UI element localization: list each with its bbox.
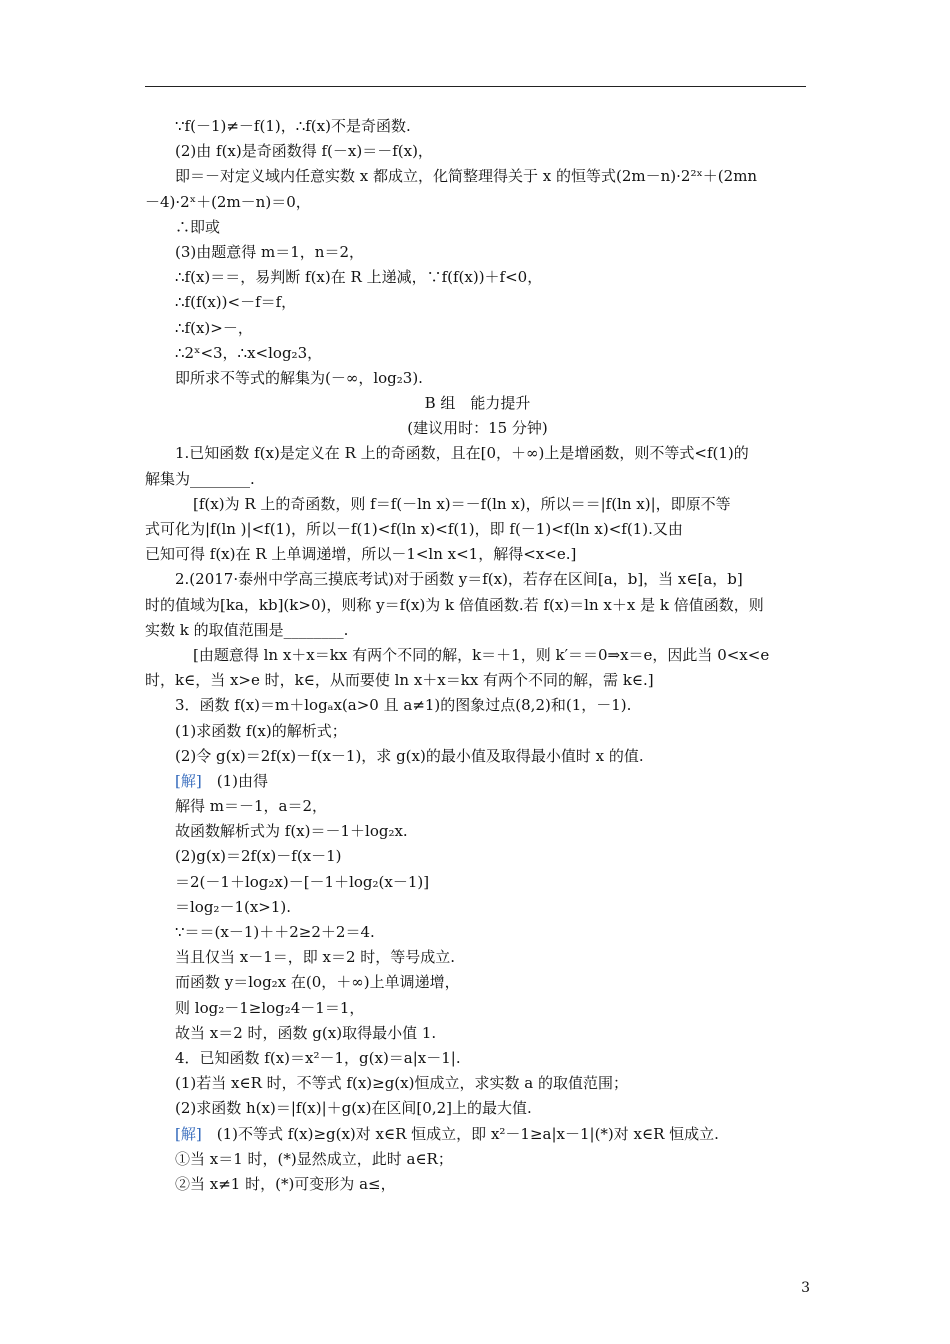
text-line: 而函数 y＝log₂x 在(0，＋∞)上单调递增， <box>175 973 460 992</box>
text-line: 时，k∈，当 x>e 时，k∈，从而要使 ln x＋x＝kx 有两个不同的解，需 k∈.] <box>145 671 654 690</box>
text-line: ②当 x≠1 时，(*)可变形为 a≤， <box>175 1174 396 1193</box>
text-line: (2)g(x)＝2f(x)－f(x－1) <box>175 847 342 866</box>
text-line: ∴2ˣ<3，∴x<log₂3， <box>175 343 323 362</box>
solution-tag: [解] <box>175 1124 202 1143</box>
text-line: (1)若当 x∈R 时，不等式 f(x)≥g(x)恒成立，求实数 a 的取值范围； <box>175 1074 628 1093</box>
text-line: 则 log₂－1≥log₂4－1＝1， <box>175 998 365 1017</box>
text-line: ∴f(x)＝＝，易判断 f(x)在 R 上递减，∵f(f(x))＋f<0， <box>175 268 543 287</box>
text-line: 4．已知函数 f(x)＝x²－1，g(x)＝a|x－1|. <box>175 1048 461 1067</box>
text-line: ∴即或 <box>175 217 221 236</box>
text-line: 故当 x＝2 时，函数 g(x)取得最小值 1. <box>175 1023 437 1042</box>
text-line: (1)求函数 f(x)的解析式； <box>175 721 347 740</box>
text-line: 已知可得 f(x)在 R 上单调递增，所以－1<ln x<1，解得<x<e.] <box>145 545 577 564</box>
text-line: －4)·2ˣ＋(2m－n)＝0， <box>145 192 311 211</box>
text-line: 当且仅当 x－1＝，即 x＝2 时，等号成立. <box>175 948 456 967</box>
text-line: (2)求函数 h(x)＝|f(x)|＋g(x)在区间[0,2]上的最大值. <box>175 1099 532 1118</box>
page-number: 3 <box>801 1280 810 1296</box>
text-line: 解集为________. <box>145 469 255 488</box>
text-line <box>145 769 810 794</box>
text-line: 即＝－对定义域内任意实数 x 都成立，化简整理得关于 x 的恒等式(2m－n)·2²ˣ＋(2mn <box>175 167 758 186</box>
text-line <box>145 1122 810 1147</box>
text-line: 3．函数 f(x)＝m＋logₐx(a>0 且 a≠1)的图象过点(8,2)和(1，－1). <box>175 696 632 715</box>
text-line: 故函数解析式为 f(x)＝－1＋log₂x. <box>175 822 408 841</box>
text-line-content: (1)不等式 f(x)≥g(x)对 x∈R 恒成立，即 x²－1≥a|x－1|(*)对 x∈R 恒成立. <box>201 1124 719 1143</box>
text-line: 式可化为|f(ln )|<f(1)，所以－f(1)<f(ln x)<f(1)，即 f(－1)<f(ln x)<f(1).又由 <box>145 520 683 538</box>
text-line: [f(x)为 R 上的奇函数，则 f＝f(－ln x)＝－f(ln x)，所以＝＝|f(ln x)|，即原不等 <box>193 494 731 513</box>
text-line: 实数 k 的取值范围是________. <box>145 620 349 639</box>
text-line: (2)由 f(x)是奇函数得 f(－x)＝－f(x)， <box>175 142 433 161</box>
text-line: 即所求不等式的解集为(－∞，log₂3). <box>175 368 423 387</box>
text-line: ＝2(－1＋log₂x)－[－1＋log₂(x－1)] <box>175 872 430 891</box>
text-line: ①当 x＝1 时，(*)显然成立，此时 a∈R； <box>175 1149 453 1168</box>
text-line: ∴f(x)>－， <box>175 318 253 337</box>
text-line: ∵f(－1)≠－f(1)，∴f(x)不是奇函数. <box>175 117 411 135</box>
text-line: ∴f(f(x))<－f＝f， <box>175 293 297 312</box>
text-line: 2.(2017·泰州中学高三摸底考试)对于函数 y＝f(x)，若存在区间[a，b]，当 x∈[a，b] <box>175 570 743 589</box>
text-line: 时的值域为[ka，kb](k>0)，则称 y＝f(x)为 k 倍值函数.若 f(x)＝ln x＋x 是 k 倍值函数，则 <box>145 595 764 614</box>
text-line: 解得 m＝－1，a＝2， <box>175 797 328 816</box>
header-rule <box>145 86 806 87</box>
text-line: (3)由题意得 m＝1，n＝2， <box>175 242 364 261</box>
text-line: (建议用时：15 分钟) <box>407 419 548 438</box>
solution-tag: [解] <box>175 771 202 790</box>
document-body <box>145 114 810 1197</box>
text-line: [由题意得 ln x＋x＝kx 有两个不同的解，k＝＋1，则 k′＝＝0⇒x＝e，因此当 0<x<e <box>193 645 770 664</box>
text-line: 1.已知函数 f(x)是定义在 R 上的奇函数，且在[0，＋∞)上是增函数，则不等式<f(1)的 <box>175 444 749 463</box>
text-line: ＝log₂－1(x>1). <box>175 897 292 916</box>
text-line: (2)令 g(x)＝2f(x)－f(x－1)，求 g(x)的最小值及取得最小值时 x 的值. <box>175 746 644 765</box>
text-line-content: (1)由得 <box>201 771 268 790</box>
text-line: ∵＝＝(x－1)＋＋2≥2＋2＝4. <box>175 923 375 941</box>
text-line: B 组 能力提升 <box>424 394 531 413</box>
